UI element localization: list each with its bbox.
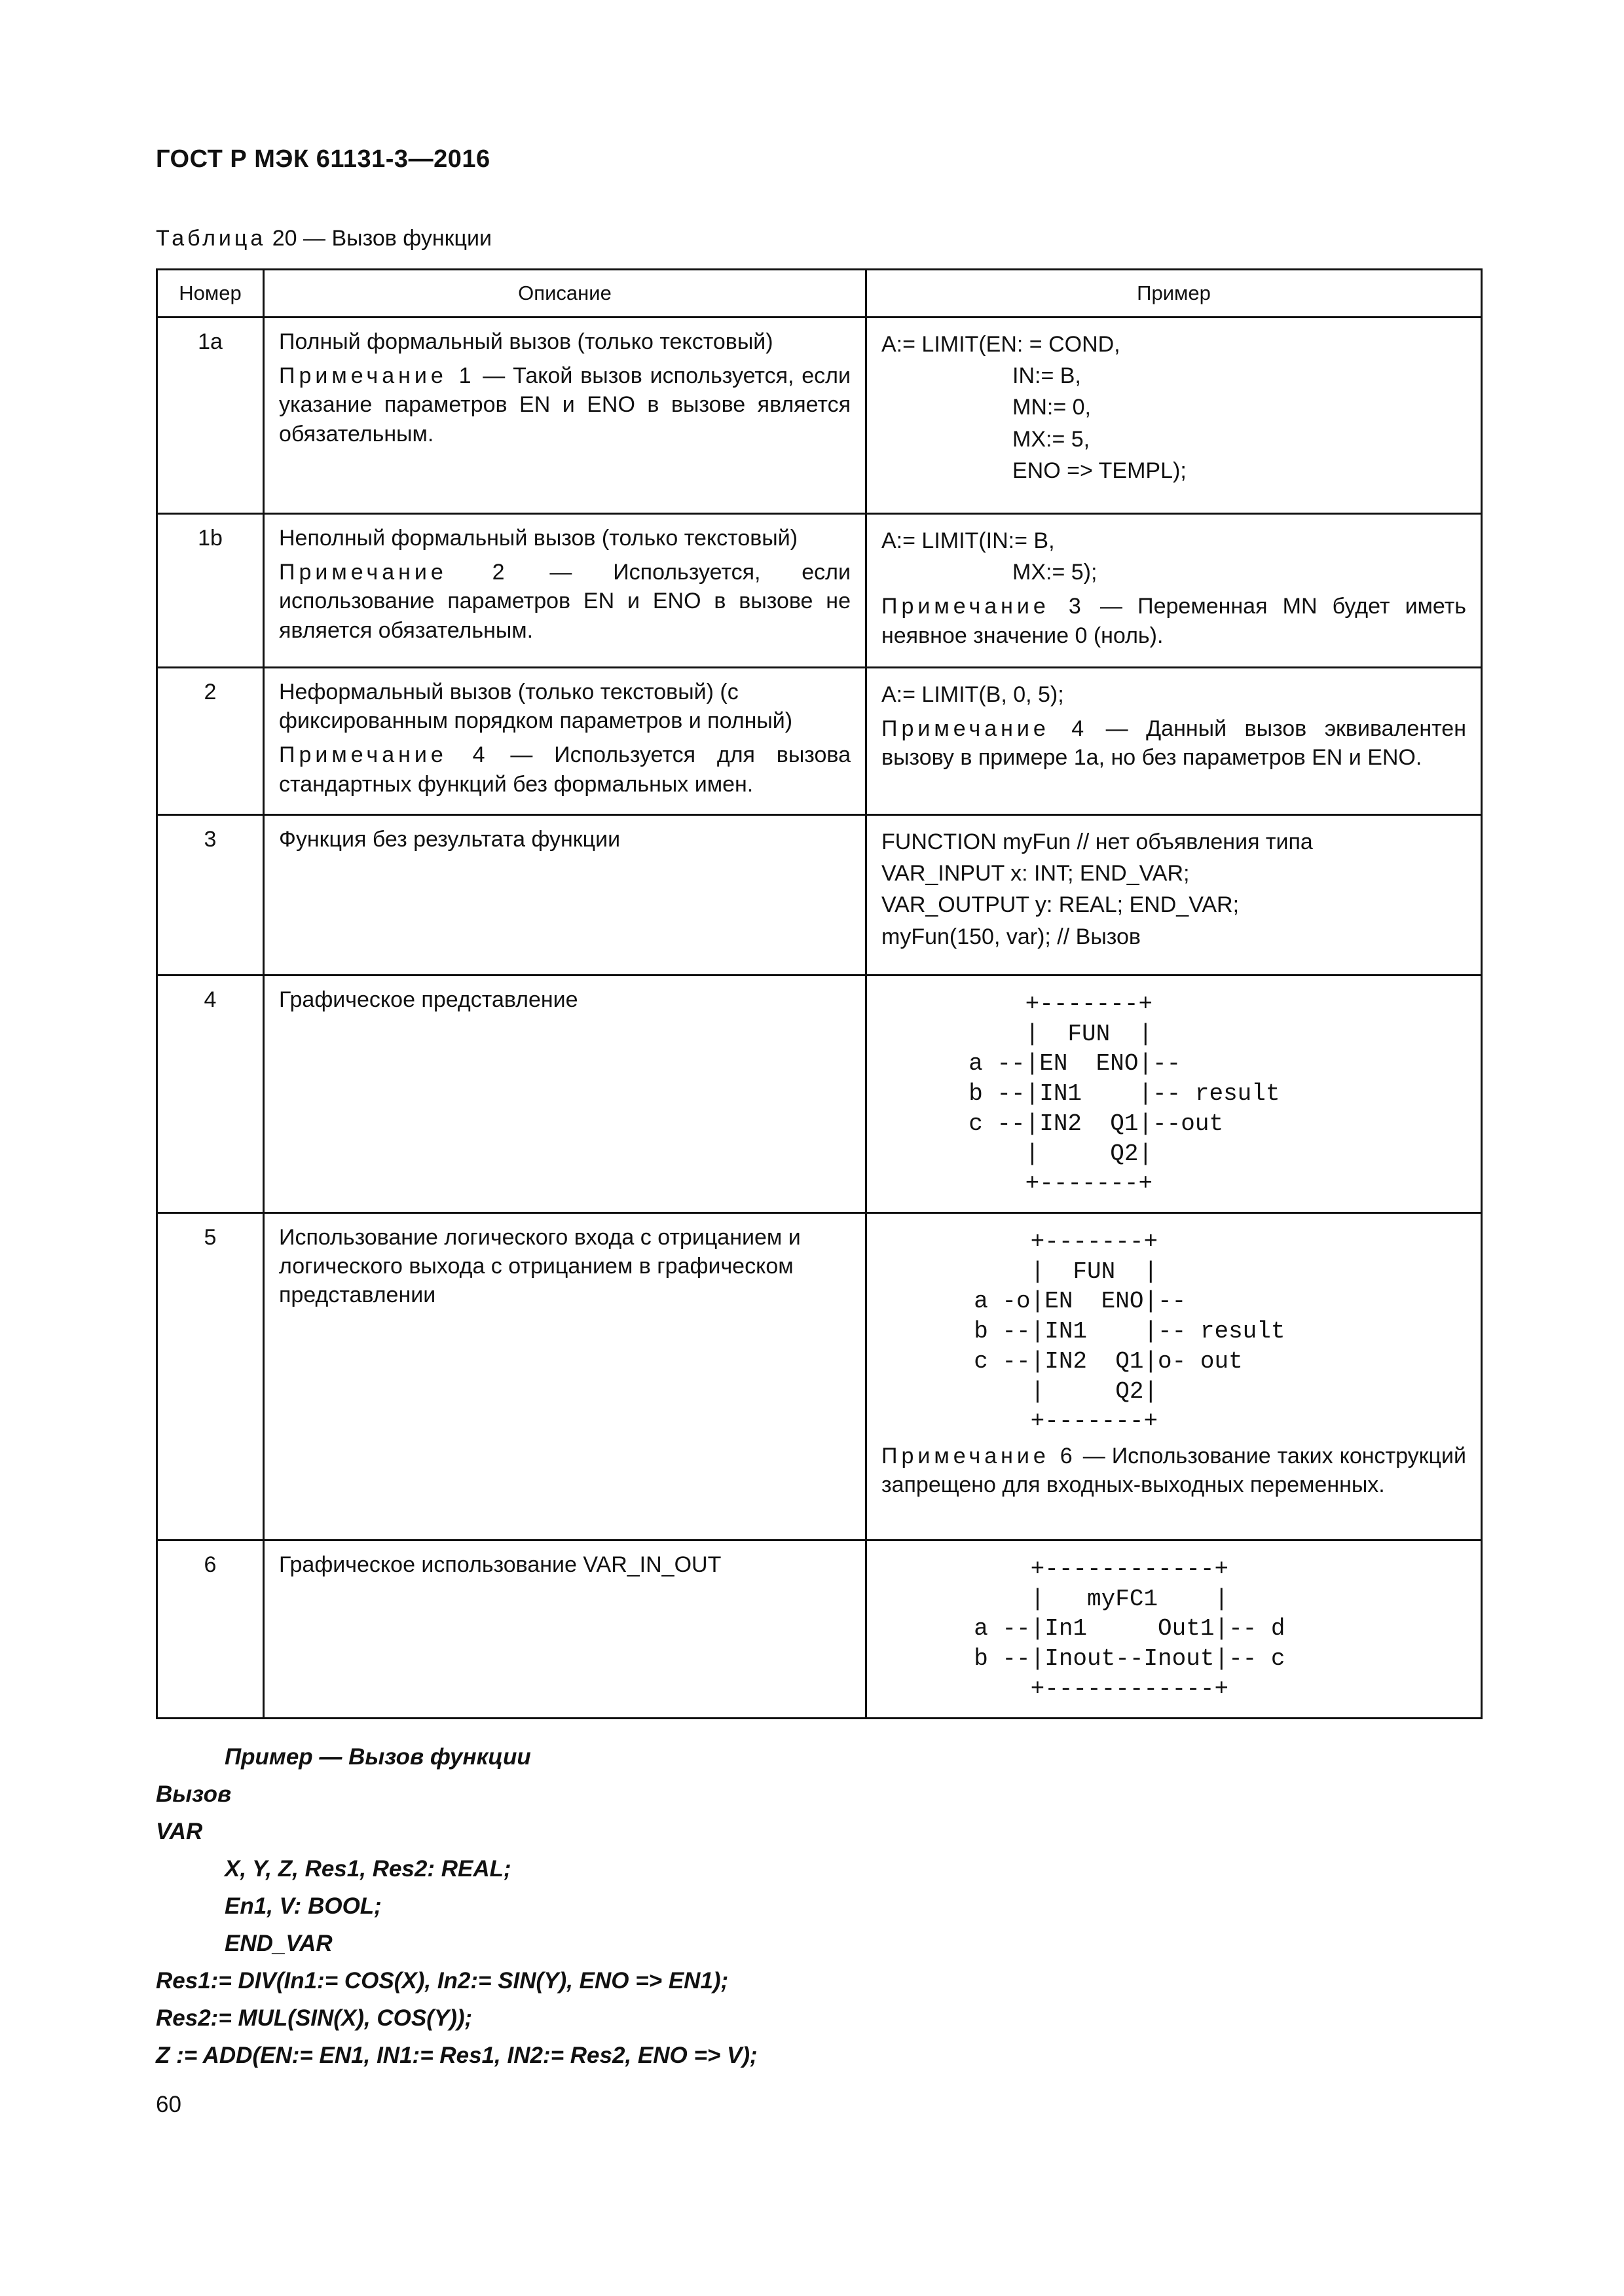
- row-description: [264, 514, 866, 668]
- example-note: [881, 714, 1466, 772]
- row-description: [264, 318, 866, 514]
- note-label: Примечание 2: [279, 560, 509, 585]
- row-number: 2: [157, 668, 264, 815]
- code-line: X, Y, Z, Res1, Res2: REAL;: [225, 1856, 511, 1882]
- description-text: Неполный формальный вызов (только текстовый): [279, 526, 798, 551]
- example-line: A:= LIMIT(IN:= B,: [881, 528, 1055, 553]
- code-line: VAR: [156, 1819, 203, 1844]
- description-text: Полный формальный вызов (только текстовый): [279, 329, 773, 354]
- document-header: ГОСТ Р МЭК 61131-3—2016: [156, 145, 490, 173]
- row-number: 1a: [157, 318, 264, 514]
- example-line: MX:= 5,: [1012, 426, 1090, 452]
- description-text: Графическое представление: [279, 987, 578, 1012]
- code-line: END_VAR: [225, 1931, 333, 1956]
- note-text: — Переменная MN будет иметь неявное значение 0 (ноль).: [881, 594, 1467, 648]
- table-caption: [156, 226, 492, 251]
- page-number: 60: [156, 2092, 181, 2117]
- note-text: — Такой вызов используется, если указание параметров EN и ENO в вызове является обязательным.: [279, 363, 851, 446]
- note-label: Примечание 1: [279, 363, 475, 389]
- row-description: [264, 815, 866, 975]
- example-line: IN:= B,: [1012, 363, 1081, 389]
- row-example: [866, 975, 1482, 1213]
- example-line: VAR_INPUT x: INT; END_VAR;: [881, 861, 1190, 886]
- example-line: FUNCTION myFun // нет объявления типа: [881, 829, 1313, 854]
- description-text: Графическое использование VAR_IN_OUT: [279, 1552, 722, 1578]
- table-row: [157, 1213, 1482, 1540]
- description-note: [279, 558, 851, 645]
- description-text: Использование логического входа с отрицанием и логического выхода с отрицанием в графическом представлении: [279, 1225, 807, 1308]
- column-header-example: Пример: [866, 270, 1482, 318]
- table-caption-number: 20: [272, 226, 297, 251]
- description-note: [279, 740, 851, 798]
- row-number: 6: [157, 1540, 264, 1719]
- code-line: En1, V: BOOL;: [225, 1893, 382, 1919]
- description-text: Функция без результата функции: [279, 827, 621, 852]
- table-row: [157, 975, 1482, 1213]
- row-example: [866, 668, 1482, 815]
- row-example: [866, 1540, 1482, 1719]
- row-example: [866, 1213, 1482, 1540]
- example-title: Пример — Вызов функции: [225, 1744, 531, 1770]
- function-call-table: [156, 268, 1483, 1719]
- code-line: Res1:= DIV(In1:= COS(X), In2:= SIN(Y), ENO => EN1);: [156, 1968, 729, 1994]
- example-line: ENO => TEMPL);: [1012, 458, 1187, 483]
- note-text: — Использование таких конструкций запрещено для входных-выходных переменных.: [881, 1444, 1466, 1498]
- row-description: [264, 1540, 866, 1719]
- description-text: Неформальный вызов (только текстовый) (с фиксированным порядком параметров и полный): [279, 680, 793, 734]
- code-line: Res2:= MUL(SIN(X), COS(Y));: [156, 2005, 473, 2031]
- example-note: [881, 1442, 1466, 1499]
- example-line: A:= LIMIT(B, 0, 5);: [881, 682, 1064, 707]
- table-row: [157, 318, 1482, 514]
- description-note: [279, 361, 851, 448]
- row-description: [264, 975, 866, 1213]
- row-number: 4: [157, 975, 264, 1213]
- table-caption-label: Таблица: [156, 226, 267, 251]
- table-row: [157, 668, 1482, 815]
- note-label: Примечание 4: [881, 716, 1088, 742]
- note-label: Примечание 3: [881, 594, 1085, 619]
- example-line: myFun(150, var); // Вызов: [881, 924, 1141, 949]
- row-description: [264, 668, 866, 815]
- column-header-number: Номер: [157, 270, 264, 318]
- table-caption-title: Вызов функции: [331, 226, 492, 251]
- example-line: MN:= 0,: [1012, 395, 1091, 420]
- row-number: 5: [157, 1213, 264, 1540]
- note-text: — Используется, если использование параметров EN и ENO в вызове не является обязательным.: [279, 560, 851, 643]
- example-code-block: [156, 1738, 758, 2074]
- note-label: Примечание 4: [279, 742, 489, 768]
- example-note: [881, 592, 1466, 649]
- table-caption-separator: —: [303, 226, 326, 251]
- example-line: A:= LIMIT(EN: = COND,: [881, 332, 1120, 357]
- code-line: Z := ADD(EN:= EN1, IN1:= Res1, IN2:= Res2, ENO => V);: [156, 2043, 758, 2068]
- table-header-row: [157, 270, 1482, 318]
- table-row: [157, 815, 1482, 975]
- code-line: Вызов: [156, 1781, 232, 1807]
- function-block-diagram: +-------+ | FUN | a -o|EN ENO|-- b --|IN1 |-- result c --|IN2 Q1|o- out | Q2| +-------+: [974, 1228, 1285, 1435]
- row-example: [866, 815, 1482, 975]
- row-example: [866, 318, 1482, 514]
- row-number: 1b: [157, 514, 264, 668]
- column-header-description: Описание: [264, 270, 866, 318]
- example-line: VAR_OUTPUT y: REAL; END_VAR;: [881, 892, 1240, 918]
- table-row: [157, 1540, 1482, 1719]
- function-block-diagram: +------------+ | myFC1 | a --|In1 Out1|-- d b --|Inout--Inout|-- c +------------+: [974, 1556, 1285, 1702]
- row-description: [264, 1213, 866, 1540]
- table-row: [157, 514, 1482, 668]
- note-text: — Используется для вызова стандартных функций без формальных имен.: [279, 742, 851, 797]
- note-label: Примечание 6: [881, 1444, 1077, 1469]
- function-block-diagram: +-------+ | FUN | a --|EN ENO|-- b --|IN1 |-- result c --|IN2 Q1|--out | Q2| +-------+: [969, 991, 1280, 1197]
- example-line: MX:= 5);: [1012, 560, 1098, 585]
- row-example: [866, 514, 1482, 668]
- row-number: 3: [157, 815, 264, 975]
- note-text: — Данный вызов эквивалентен вызову в примере 1a, но без параметров EN и ENO.: [881, 716, 1466, 771]
